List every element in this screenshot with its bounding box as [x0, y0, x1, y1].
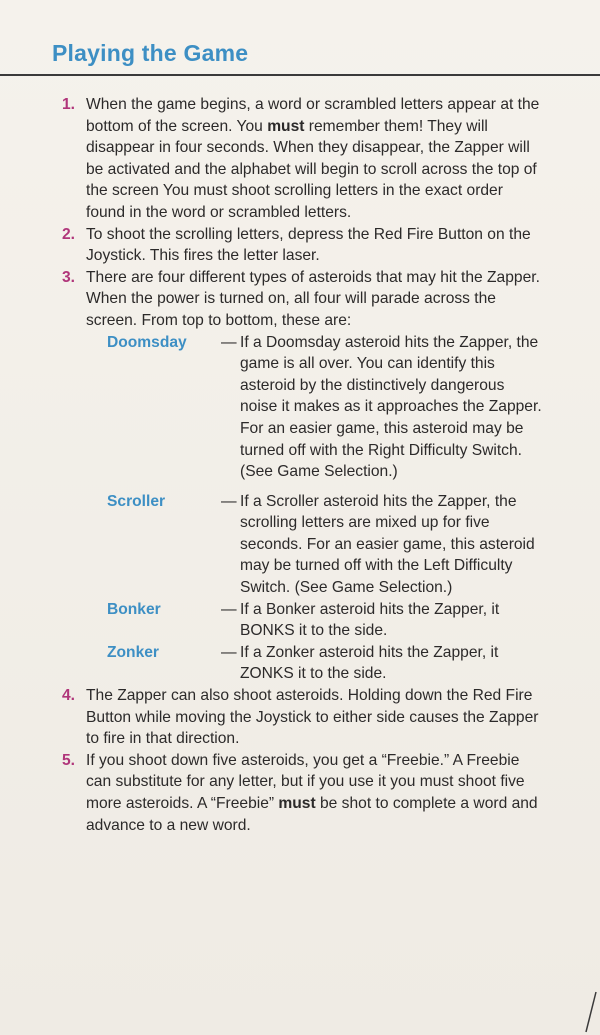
list-item-1	[62, 94, 542, 224]
em-dash: —	[221, 643, 237, 661]
definition-text: If a Scroller asteroid hits the Zapper, the scrolling letters are mixed up for five seconds. For an easier game, this asteroid may be turned off with the Left Difficulty Switch. (See Game Selection.)	[240, 492, 535, 597]
definition-text: If a Zonker asteroid hits the Zapper, it ZONKS it to the side.	[240, 643, 499, 683]
definition-term: Doomsday	[107, 333, 187, 351]
definition-scroller	[86, 491, 542, 599]
item-number: 2.	[62, 225, 76, 243]
item-text: be shot to complete a word and advance to a new word.	[86, 795, 538, 834]
item-text: When the game begins, a word or scrambled letters appear at the bottom of the screen. You	[86, 96, 540, 135]
heading-rule	[0, 74, 600, 76]
em-dash: —	[221, 600, 237, 618]
list-item-3	[62, 267, 542, 685]
asteroid-definitions	[86, 332, 542, 686]
definition-bonker	[86, 599, 542, 642]
item-text: The Zapper can also shoot asteroids. Holding down the Red Fire Button while moving the Joystick to either side causes the Zapper to fire in that direction.	[86, 687, 539, 748]
definition-text: If a Bonker asteroid hits the Zapper, it BONKS it to the side.	[240, 600, 500, 640]
item-number: 5.	[62, 751, 76, 769]
list-item-5	[62, 750, 542, 836]
item-number: 3.	[62, 268, 76, 286]
section-heading: Playing the Game	[52, 40, 249, 66]
definition-term: Zonker	[107, 643, 159, 661]
emphasis-text: must	[278, 795, 316, 812]
item-text: There are four different types of asteroids that may hit the Zapper. When the power is turned on, all four will parade across the screen. From top to bottom, these are:	[86, 268, 540, 329]
item-number: 4.	[62, 687, 76, 705]
item-text: If you shoot down five asteroids, you get a “Freebie.” A Freebie can substitute for any letter, but if you use it you must shoot five more asteroids. A “Freebie”	[86, 751, 525, 812]
list-item-4	[62, 685, 542, 750]
definition-zonker	[86, 642, 542, 685]
item-text: To shoot the scrolling letters, depress the Red Fire Button on the Joystick. This fires the letter laser.	[86, 225, 531, 265]
em-dash: —	[221, 333, 237, 351]
definition-term: Bonker	[107, 600, 161, 618]
instructions-list	[62, 94, 542, 836]
definition-text: If a Doomsday asteroid hits the Zapper, the game is all over. You can identify this asteroid by the distinctively dangerous noise it makes as it approaches the Zapper. For an easier game, this asteroid may be turned off with the Right Difficulty Switch. (See Game Selection.)	[240, 333, 542, 481]
definition-doomsday	[86, 332, 542, 483]
item-number: 1.	[62, 96, 76, 113]
item-text: remember them! They will disappear in four seconds. When they disappear, the Zapper will be activated and the alphabet will begin to scroll across the top of the screen You must shoot scrolling letters in the exact order found in the word or scrambled letters.	[86, 117, 537, 221]
emphasis-text: must	[267, 117, 305, 135]
list-item-2	[62, 224, 542, 267]
em-dash: —	[221, 492, 237, 510]
definition-term: Scroller	[107, 492, 166, 510]
page-corner-mark	[568, 990, 600, 1035]
